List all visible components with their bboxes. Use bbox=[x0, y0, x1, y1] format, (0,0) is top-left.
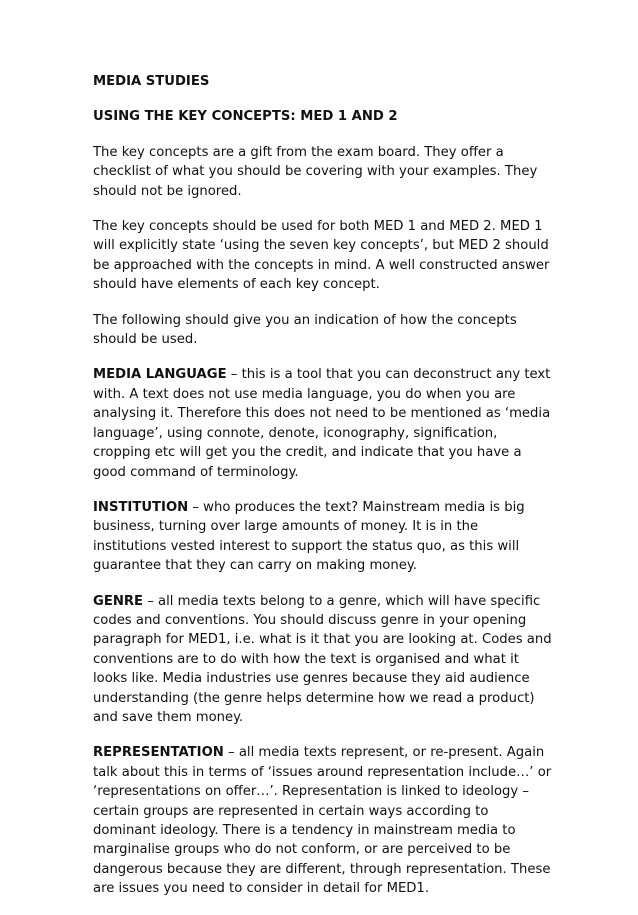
concept-text: – all media texts belong to a genre, which will have specific codes and conventions. You should discuss genre in your opening paragraph for MED1, i.e. what is it that you are looking at. Codes and conventions are to do with how the text is organised and what it looks like. Media industries use genres because they aid audience understanding (the genre helps determine how we read a product) and save them money. bbox=[93, 593, 552, 725]
document-page bbox=[93, 72, 553, 915]
concept-term: GENRE bbox=[93, 593, 144, 609]
concept-text: – who produces the text? Mainstream media is big business, turning over large amounts of money. It is in the institutions vested interest to support the status quo, as this will guarantee that they can carry on making money. bbox=[93, 499, 525, 574]
concept-media-language bbox=[93, 365, 553, 481]
concept-text: – this is a tool that you can deconstruct any text with. A text does not use media language, you do when you are analysing it. Therefore this does not need to be mentioned as ‘media language’, using connote, denote, iconography, signification, cropping etc will get you the credit, and indicate that you have a good command of terminology. bbox=[93, 367, 551, 480]
concept-term: MEDIA LANGUAGE bbox=[93, 367, 227, 383]
document-title: MEDIA STUDIES bbox=[93, 74, 210, 89]
document-subtitle: USING THE KEY CONCEPTS: MED 1 AND 2 bbox=[93, 109, 398, 125]
concept-text: – all media texts represent, or re-present. Again talk about this in terms of ‘issues around representation include…’ or ‘representations on offer…’. Representation is linked to ideology – certain groups are represented in certain ways according to dominant ideology. There is a tendency in mainstream media to marginalise groups who do not conform, or are perceived to be dangerous because they are different, through representation. These are issues you need to consider in detail for MED1. bbox=[93, 745, 552, 897]
concept-genre bbox=[93, 592, 553, 728]
concept-institution bbox=[93, 498, 553, 576]
intro-paragraph-3: The following should give you an indication of how the concepts should be used. bbox=[93, 312, 517, 348]
concept-term: INSTITUTION bbox=[93, 499, 189, 515]
intro-paragraph-2: The key concepts should be used for both MED 1 and MED 2. MED 1 will explicitly state ‘using the seven key concepts’, but MED 2 should be approached with the concepts in mind. A well constructed answer should have elements of each key concept. bbox=[93, 219, 550, 293]
intro-paragraph-1: The key concepts are a gift from the exam board. They offer a checklist of what you should be covering with your examples. They should not be ignored. bbox=[93, 144, 538, 199]
concept-term: REPRESENTATION bbox=[93, 745, 224, 761]
concept-representation bbox=[93, 743, 553, 898]
